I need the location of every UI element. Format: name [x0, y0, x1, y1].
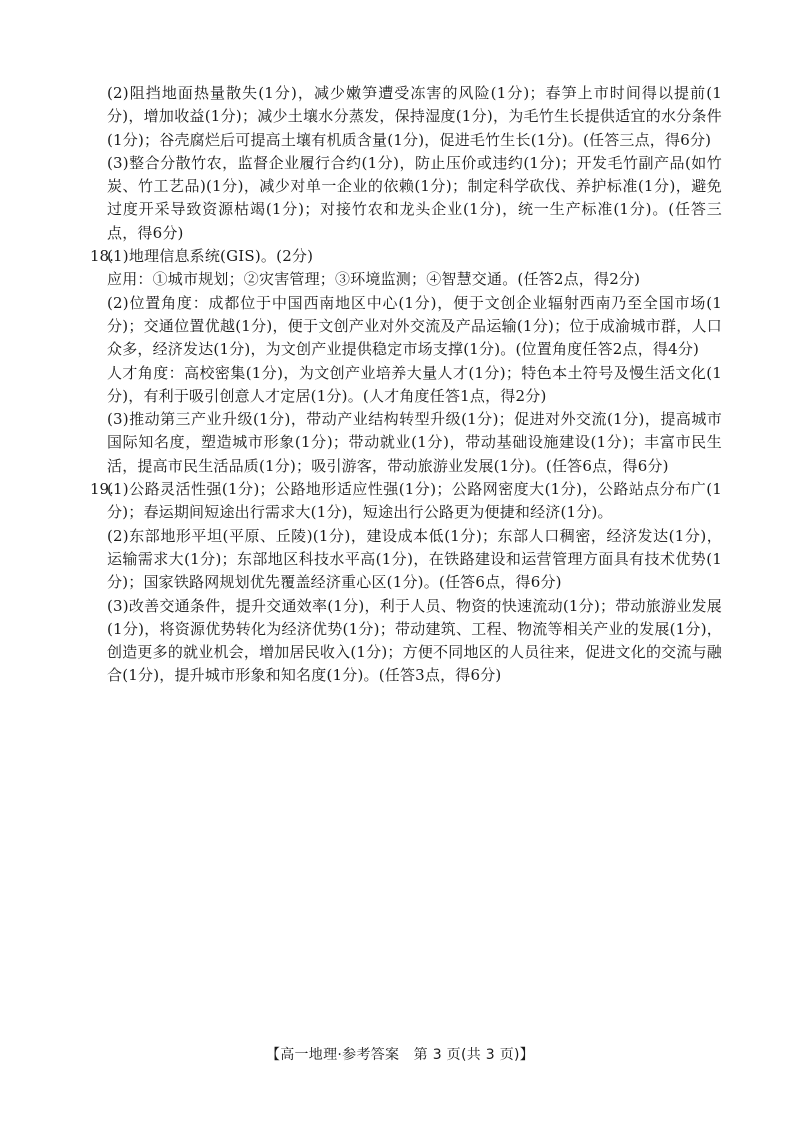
q18-applications: 应用：①城市规划；②灾害管理；③环境监测；④智慧交通。(任答2点，得2分): [107, 270, 641, 289]
q18-number: 18.: [90, 247, 114, 266]
q19-block: [90, 478, 722, 688]
q19-part1-answer: (1)公路灵活性强(1分)；公路地形适应性强(1分)；公路网密度大(1分)，公路站点分布广(1分)；春运期间短途出行需求大(1分)，短途出行公路更为便捷和经济(1分)。: [107, 480, 722, 522]
q19-number: 19.: [90, 480, 114, 499]
q19-part2-answer: (2)东部地形平坦(平原、丘陵)(1分)，建设成本低(1分)；东部人口稠密，经济发达(1分)，运输需求大(1分)；东部地区科技水平高(1分)，在铁路建设和运营管理方面具有技术优势(1分)；国家铁路网规划优先覆盖经济重心区(1分)。(任答6点，得6分): [107, 526, 722, 592]
q17-part2-answer: (2)阻挡地面热量散失(1分)，减少嫩笋遭受冻害的风险(1分)；春笋上市时间得以提前(1分)，增加收益(1分)；减少土壤水分蒸发，保持湿度(1分)，为毛竹生长提供适宜的水分条件(1分)；谷壳腐烂后可提高土壤有机质含量(1分)，促进毛竹生长(1分)。(任答三点，得6分): [107, 84, 722, 149]
page-footer: 【高一地理·参考答案 第 3 页(共 3 页)】: [265, 1047, 535, 1063]
answer-page-content: [90, 82, 722, 688]
q18-block: [90, 245, 722, 478]
q18-part1-answer: (1)地理信息系统(GIS)。(2分): [107, 247, 314, 266]
q19-part3-answer: (3)改善交通条件，提升交通效率(1分)，利于人员、物资的快速流动(1分)；带动旅游业发展(1分)，将资源优势转化为经济优势(1分)；带动建筑、工程、物流等相关产业的发展(1分)，创造更多的就业机会，增加居民收入(1分)；方便不同地区的人员往来，促进文化的交流与融合(1分)，提升城市形象和知名度(1分)。(任答3点，得6分): [107, 596, 722, 685]
q18-part2-talent: 人才角度：高校密集(1分)，为文创产业培养大量人才(1分)；特色本土符号及慢生活文化(1分)，有利于吸引创意人才定居(1分)。(人才角度任答1点，得2分): [107, 363, 722, 405]
q18-part3-answer: (3)推动第三产业升级(1分)，带动产业结构转型升级(1分)；促进对外交流(1分)，提高城市国际知名度，塑造城市形象(1分)；带动就业(1分)，带动基础设施建设(1分)；丰富市民生活，提高市民生活品质(1分)；吸引游客，带动旅游业发展(1分)。(任答6点，得6分): [107, 410, 722, 475]
q17-part3-answer: (3)整合分散竹农，监督企业履行合约(1分)，防止压价或违约(1分)；开发毛竹副产品(如竹炭、竹工艺品)(1分)，减少对单一企业的依赖(1分)；制定科学砍伐、养护标准(1分)，避免过度开采导致资源枯竭(1分)；对接竹农和龙头企业(1分)，统一生产标准(1分)。(任答三点，得6分): [107, 153, 722, 242]
q18-part2-location: (2)位置角度：成都位于中国西南地区中心(1分)，便于文创企业辐射西南乃至全国市场(1分)；交通位置优越(1分)，便于文创产业对外交流及产品运输(1分)；位于成渝城市群，人口众多，经济发达(1分)，为文创产业提供稳定市场支撑(1分)。(位置角度任答2点，得4分): [107, 293, 722, 359]
